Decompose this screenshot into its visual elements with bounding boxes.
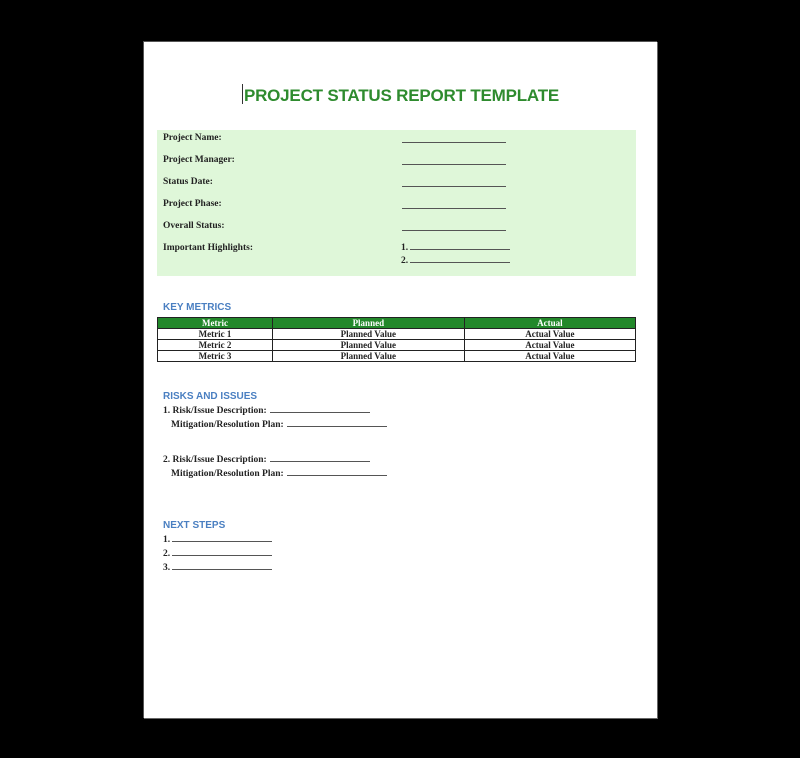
highlight-number: 2. bbox=[401, 256, 409, 266]
column-header-actual: Actual bbox=[464, 318, 635, 329]
overall-status-field[interactable] bbox=[402, 229, 506, 231]
project-name-label: Project Name: bbox=[163, 133, 222, 143]
project-name-field[interactable] bbox=[402, 141, 506, 143]
risk-plan-blank[interactable] bbox=[287, 475, 387, 476]
table-cell[interactable]: Actual Value bbox=[464, 329, 635, 340]
highlight-blank[interactable] bbox=[410, 262, 510, 263]
overall-status-label: Overall Status: bbox=[163, 221, 225, 231]
text-cursor bbox=[242, 84, 243, 104]
project-info-box bbox=[157, 130, 636, 276]
highlight-item-1[interactable] bbox=[401, 243, 510, 253]
risk-description-label: 1. Risk/Issue Description: bbox=[163, 406, 267, 416]
document-title[interactable] bbox=[144, 84, 657, 106]
risk-2-plan[interactable] bbox=[171, 469, 387, 479]
project-manager-label: Project Manager: bbox=[163, 155, 235, 165]
document-page bbox=[143, 41, 657, 718]
risk-description-blank[interactable] bbox=[270, 412, 370, 413]
table-cell[interactable]: Planned Value bbox=[272, 351, 464, 362]
table-cell[interactable]: Actual Value bbox=[464, 340, 635, 351]
highlight-number: 1. bbox=[401, 243, 409, 253]
step-number: 1. bbox=[163, 535, 171, 545]
column-header-metric: Metric bbox=[158, 318, 273, 329]
risk-1-description[interactable] bbox=[163, 406, 370, 416]
risk-plan-label: Mitigation/Resolution Plan: bbox=[171, 469, 284, 479]
table-cell[interactable]: Planned Value bbox=[272, 329, 464, 340]
next-step-2[interactable] bbox=[163, 549, 272, 559]
table-row bbox=[158, 329, 636, 340]
step-blank[interactable] bbox=[172, 569, 272, 570]
table-header-row bbox=[158, 318, 636, 329]
table-row bbox=[158, 340, 636, 351]
next-step-3[interactable] bbox=[163, 563, 272, 573]
table-cell[interactable]: Metric 2 bbox=[158, 340, 273, 351]
risk-plan-label: Mitigation/Resolution Plan: bbox=[171, 420, 284, 430]
risk-1-plan[interactable] bbox=[171, 420, 387, 430]
project-phase-label: Project Phase: bbox=[163, 199, 222, 209]
status-date-label: Status Date: bbox=[163, 177, 213, 187]
highlight-item-2[interactable] bbox=[401, 256, 510, 266]
risk-2-description[interactable] bbox=[163, 455, 370, 465]
highlight-blank[interactable] bbox=[410, 249, 510, 250]
project-manager-field[interactable] bbox=[402, 163, 506, 165]
step-blank[interactable] bbox=[172, 555, 272, 556]
next-steps-heading: NEXT STEPS bbox=[163, 520, 226, 531]
risks-heading: RISKS AND ISSUES bbox=[163, 391, 258, 402]
risk-description-blank[interactable] bbox=[270, 461, 370, 462]
column-header-planned: Planned bbox=[272, 318, 464, 329]
next-step-1[interactable] bbox=[163, 535, 272, 545]
table-cell[interactable]: Planned Value bbox=[272, 340, 464, 351]
title-text: PROJECT STATUS REPORT TEMPLATE bbox=[243, 86, 560, 105]
step-number: 2. bbox=[163, 549, 171, 559]
highlights-label: Important Highlights: bbox=[163, 243, 253, 253]
step-number: 3. bbox=[163, 563, 171, 573]
risk-description-label: 2. Risk/Issue Description: bbox=[163, 455, 267, 465]
status-date-field[interactable] bbox=[402, 185, 506, 187]
step-blank[interactable] bbox=[172, 541, 272, 542]
table-cell[interactable]: Metric 1 bbox=[158, 329, 273, 340]
table-cell[interactable]: Metric 3 bbox=[158, 351, 273, 362]
risk-plan-blank[interactable] bbox=[287, 426, 387, 427]
project-phase-field[interactable] bbox=[402, 207, 506, 209]
key-metrics-table bbox=[157, 317, 636, 362]
key-metrics-heading: KEY METRICS bbox=[163, 302, 232, 313]
table-cell[interactable]: Actual Value bbox=[464, 351, 635, 362]
table-row bbox=[158, 351, 636, 362]
